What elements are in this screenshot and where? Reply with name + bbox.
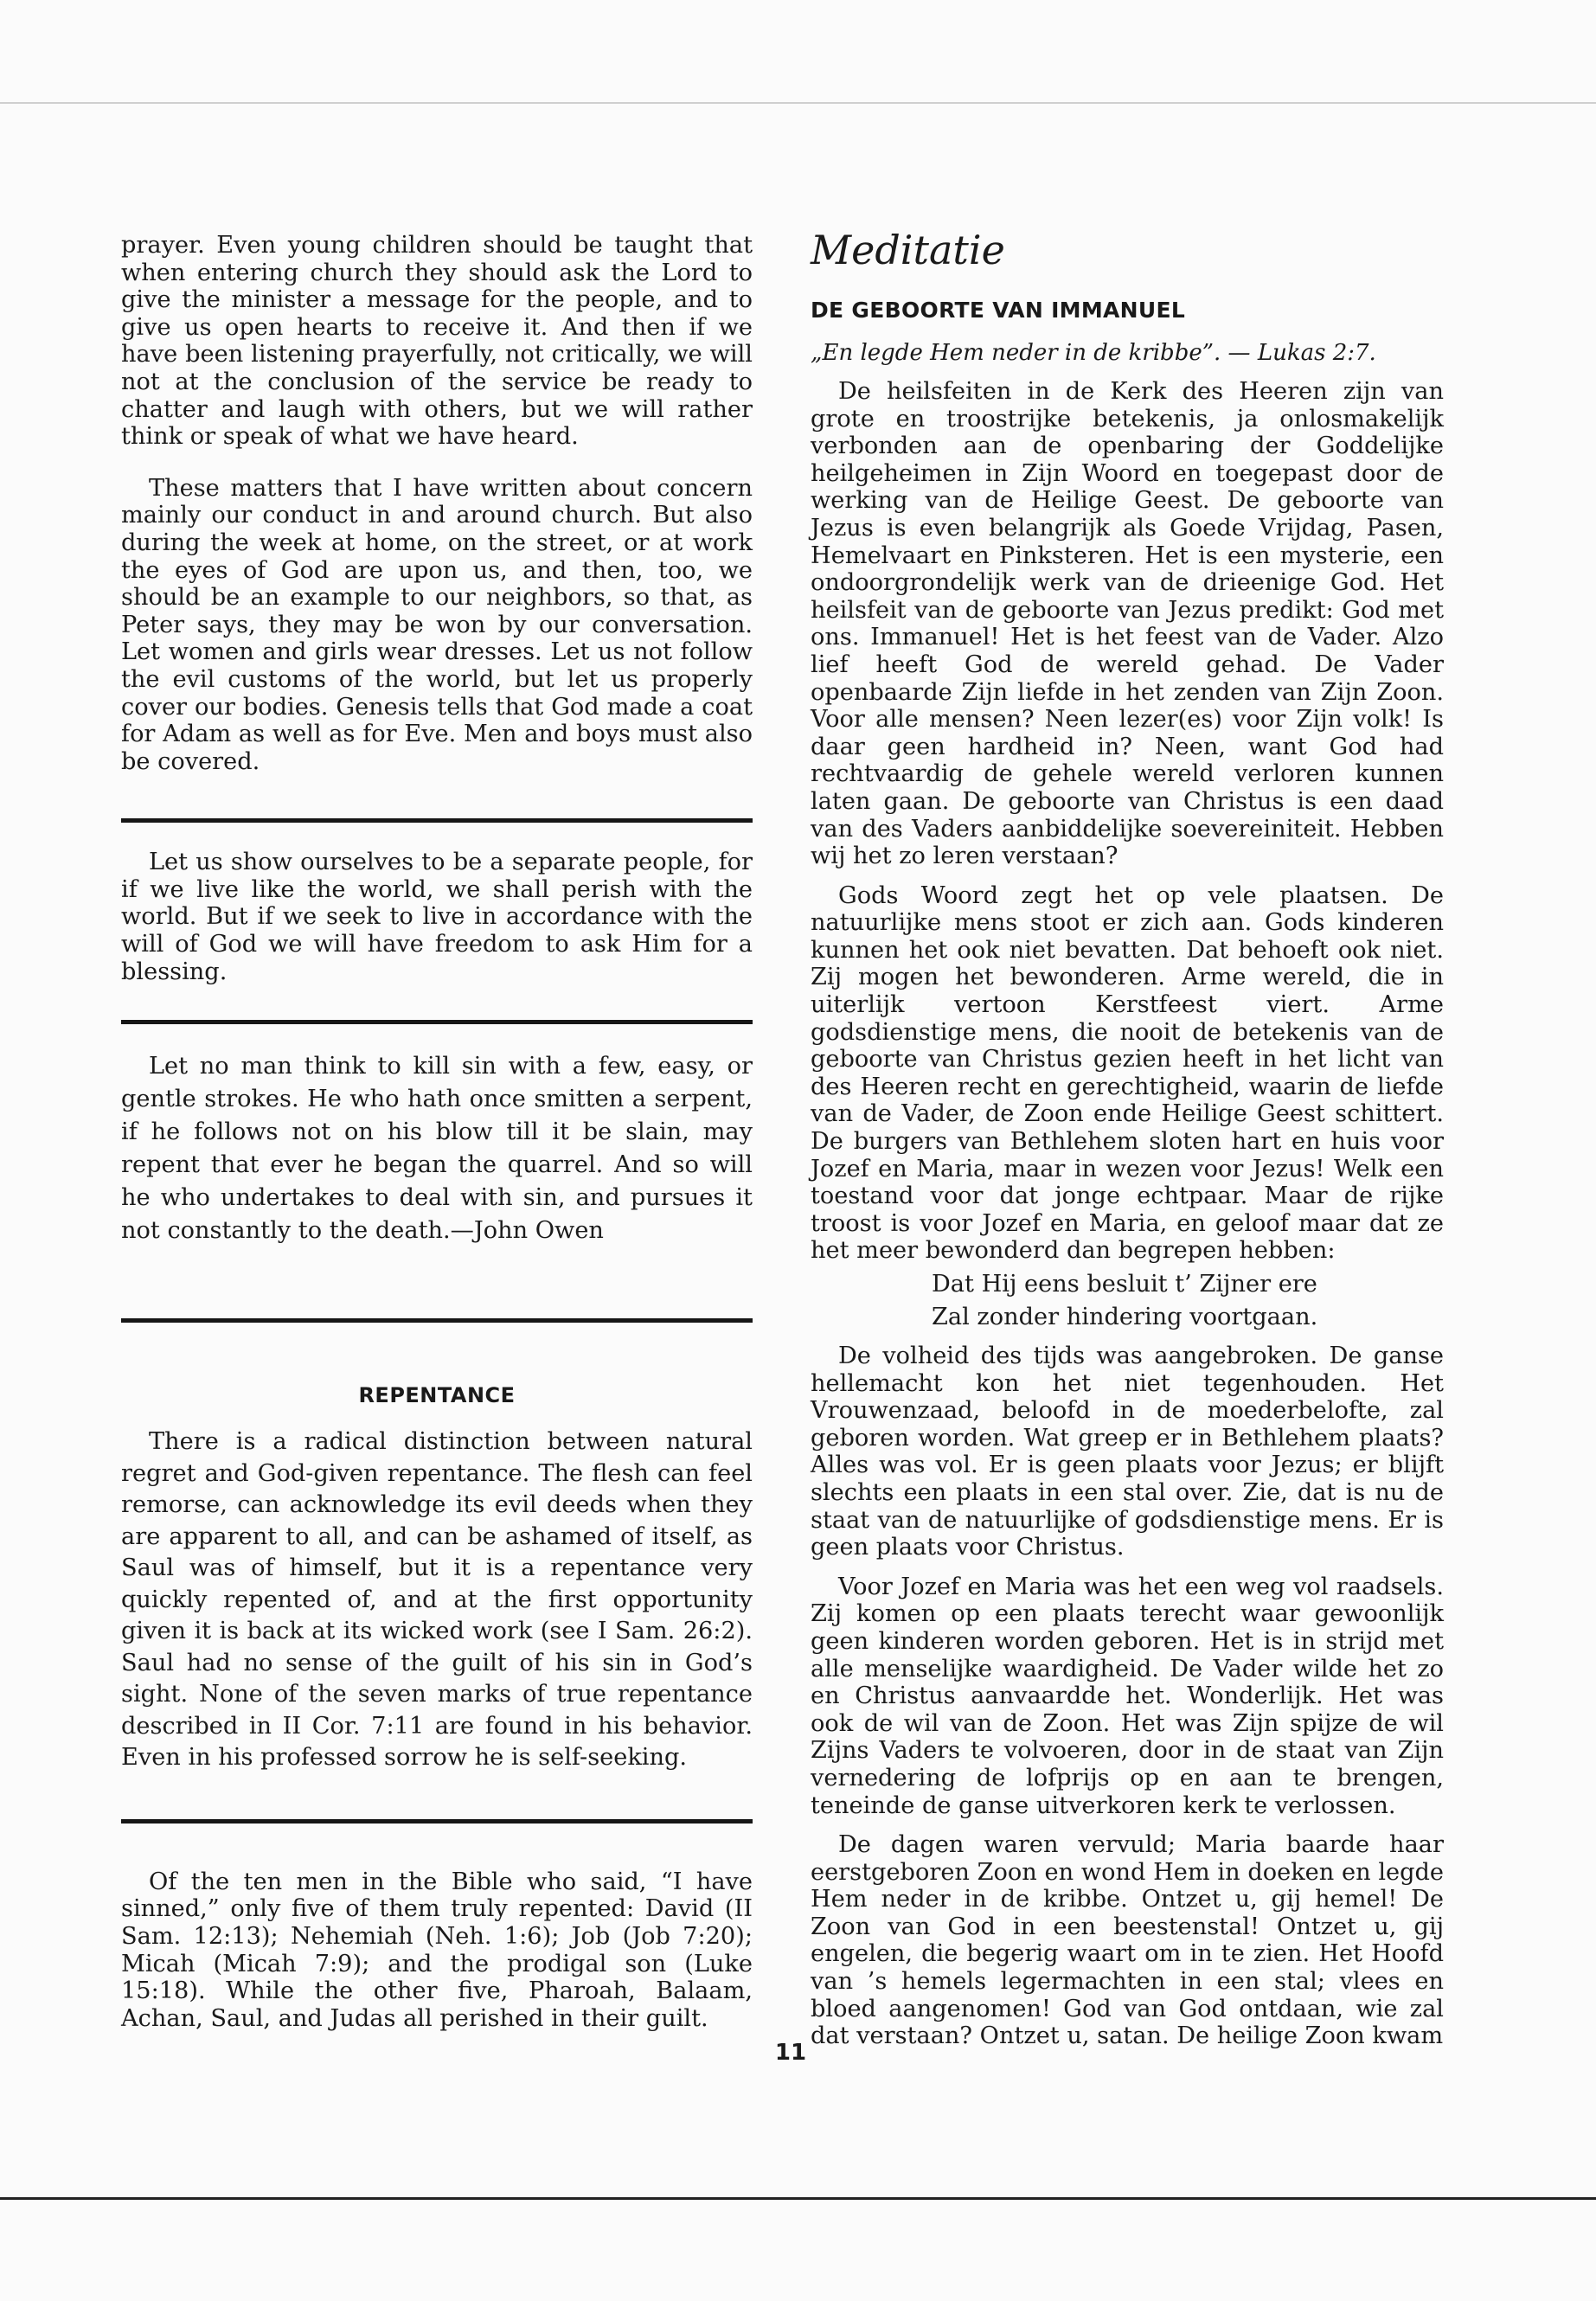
paragraph: Gods Woord zegt het op vele plaatsen. De natuurlijke mens stoot er zich aan. Gods kinderen kunnen het ook niet bevatten. Dat behoeft ook niet. Zij mogen het bewonderen. Arme wereld, die in uiterlijk vertoon Kerstfeest viert. Arme godsdienstige mens, die nooit de betekenis van de geboorte van Christus gezien heeft in het licht van des Heeren recht en gerechtigheid, waarin de liefde van de Vader, de Zoon ende Heilige Geest schittert. De burgers van Bethlehem sloten hart en huis voor Jozef en Maria, maar in wezen voor Jezus! Welk een toestand voor dat jonge echtpaar. Maar de rijke troost is voor Jozef en Maria, en geloof maar dat ze het meer bewonderd dan begrepen hebben: (811, 881, 1444, 1265)
paragraph: Of the ten men in the Bible who said, “I have sinned,” only five of them truly repented: David (II Sam. 12:13); Nehemiah (Neh. 1:6); Job (Job 7:20); Micah (Micah 7:9); and the prodigal son (Luke 15:18). While the other five, Pharoah, Balaam, Achan, Saul, and Judas all perished in their guilt. (121, 1868, 753, 2032)
epigraph: „En legde Hem neder in de kribbe”. — Lukas 2:7. (811, 340, 1376, 366)
paragraph: Voor Jozef en Maria was het een weg vol raadsels. Zij komen op een plaats terecht waar gewoonlijk geen kinderen worden geboren. Het is in strijd met alle menselijke waardigheid. De Vader wilde het zo en Christus aanvaardde het. Wonderlijk. Het was ook de wil van de Zoon. Het was Zijn spijze de wil Zijns Vaders te volvoeren, door in de staat van Zijn vernedering de lofprijs op en aan te brengen, teneinde de ganse uitverkoren kerk te verlossen. (811, 1573, 1444, 1819)
paragraph: These matters that I have written about concern mainly our conduct in and around church. But also during the week at home, on the street, or at work the eyes of God are upon us, and then, too, we should be an example to our neighbors, so that, as Peter says, they may be won by our conversation. Let women and girls wear dresses. Let us not follow the evil customs of the world, but let us properly cover our bodies. Genesis tells that God made a coat for Adam as well as for Eve. Men and boys must also be covered. (121, 474, 753, 775)
divider-rule (121, 1819, 753, 1823)
page-number: 11 (774, 2040, 807, 2066)
section-title: Meditatie (811, 227, 1005, 273)
divider-rule (121, 818, 753, 823)
poem-line: Dat Hij eens besluit t’ Zijner ere (932, 1271, 1317, 1298)
paragraph: Let us show ourselves to be a separate people, for if we live like the world, we shall perish with the world. But if we seek to live in accordance with the will of God we will have freedom to ask Him for a blessing. (121, 849, 753, 985)
page-bottom-edge (0, 2197, 1596, 2200)
paragraph: De heilsfeiten in de Kerk des Heeren zijn van grote en troostrijke betekenis, ja onlosmakelijk verbonden aan de openbaring der Goddelijke heilgeheimen in Zijn Woord en toegepast door de werking van de Heilige Geest. De geboorte van Jezus is even belangrijk als Goede Vrijdag, Pasen, Hemelvaart en Pinksteren. Het is een mysterie, een ondoorgrondelijk werk van de drieenige God. Het heilsfeit van de geboorte van Jezus predikt: God met ons. Immanuel! Het is het feest van de Vader. Alzo lief heeft God de wereld gehad. De Vader openbaarde Zijn liefde in het zenden van Zijn Zoon. Voor alle mensen? Neen lezer(es) voor Zijn volk! Is daar geen hardheid in? Neen, want God had rechtvaardig de gehele wereld verloren kunnen laten gaan. De geboorte van Christus is een daad van des Vaders aanbiddelijke soevereiniteit. Hebben wij het zo leren verstaan? (811, 378, 1444, 870)
repentance-heading: REPENTANCE (358, 1383, 516, 1408)
poem-line: Zal zonder hindering voortgaan. (932, 1304, 1318, 1330)
paragraph: De volheid des tijds was aangebroken. De ganse hellemacht kon het niet tegenhouden. Het Vrouwenzaad, beloofd in de moederbelofte, zal geboren worden. Wat greep er in Bethlehem plaats? Alles was vol. Er is geen plaats voor Jezus; er blijft slechts een plaats in een stal over. Zie, dat is nu de staat van de natuurlijke of godsdienstige mens. Er is geen plaats voor Christus. (811, 1343, 1444, 1561)
article-title: DE GEBOORTE VAN IMMANUEL (811, 298, 1186, 323)
paragraph: De dagen waren vervuld; Maria baarde haar eerstgeboren Zoon en wond Hem in doeken en legde Hem neder in de kribbe. Ontzet u, gij hemel! De Zoon van God in een beestenstal! Ontzet u, gij engelen, die begerig waart om in te zien. Het Hoofd van ’s hemels legermachten in een stal; vlees en bloed aangenomen! God van God ontdaan, wie zal dat verstaan? Ontzet u, satan. De heilige Zoon kwam (811, 1831, 1444, 2050)
paragraph: There is a radical distinction between natural regret and God-given repentance. The flesh can feel remorse, can acknowledge its evil deeds when they are apparent to all, and can be ashamed of itself, as Saul was of himself, but it is a repentance very quickly repented of, and at the first opportunity given it is back at its wicked work (see I Sam. 26:2). Saul had no sense of the guilt of his sin in God’s sight. None of the seven marks of true repentance described in II Cor. 7:11 are found in his behavior. Even in his professed sorrow he is self-seeking. (121, 1428, 753, 1772)
divider-rule (121, 1020, 753, 1024)
paragraph: prayer. Even young children should be taught that when entering church they should ask the Lord to give the minister a message for the people, and to give us open hearts to receive it. And then if we have been listening prayerfully, not critically, we will not at the conclusion of the service be ready to chatter and laugh with others, but we will rather think or speak of what we have heard. (121, 232, 753, 451)
right-column (811, 227, 1444, 2050)
page-top-edge (0, 102, 1596, 104)
left-column (121, 232, 753, 2032)
paragraph: Let no man think to kill sin with a few, easy, or gentle strokes. He who hath once smitten a serpent, if he follows not on his blow till it be slain, may repent that ever he began the quarrel. And so will he who undertakes to deal with sin, and pursues it not constantly to the death.—John Owen (121, 1053, 753, 1245)
divider-rule (121, 1318, 753, 1323)
